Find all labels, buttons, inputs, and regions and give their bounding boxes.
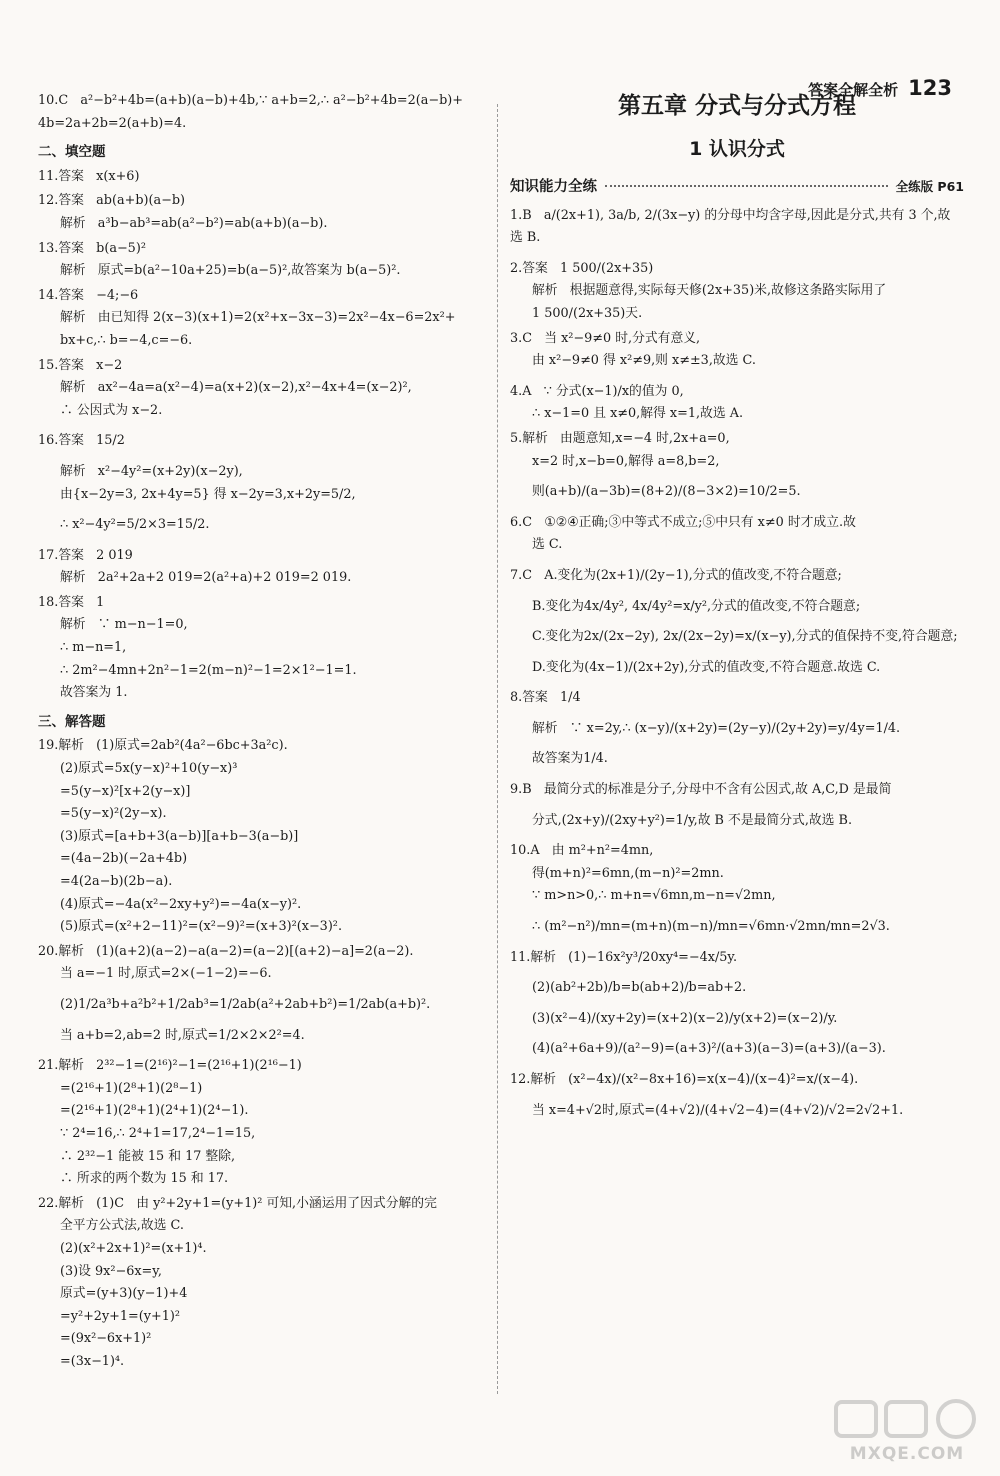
- left-answer-line: 解析 由已知得 2(x−3)(x+1)=2(x²+x−3x−3)=2x²−4x−6=2x²+: [60, 310, 456, 326]
- left-answer-line: 10.C a²−b²+4b=(a+b)(a−b)+4b,∵ a+b=2,∴ a²−b²+4b=2(a−b)+: [38, 93, 463, 108]
- right-answer-line: 8.答案 1/4: [510, 690, 581, 706]
- right-answer-line: 10.A 由 m²+n²=4mn,: [510, 843, 654, 859]
- left-answer-line: (5)原式=(x²+2−11)²=(x²−9)²=(x+3)²(x−3)².: [60, 919, 343, 935]
- right-answer-line: 得(m+n)²=6mn,(m−n)²=2mn.: [532, 865, 724, 881]
- left-answer-line: 21.解析 2³²−1=(2¹⁶)²−1=(2¹⁶+1)(2¹⁶−1): [38, 1058, 302, 1074]
- right-answer-line: ∵ m>n>0,∴ m+n=√6mn,m−n=√2mn,: [532, 888, 776, 904]
- left-answer-line: 解析 ∵ m−n−1=0,: [60, 617, 188, 633]
- left-answer-line: =y²+2y+1=(y+1)²: [60, 1308, 180, 1324]
- left-answer-line: =5(y−x)²(2y−x).: [60, 806, 167, 822]
- left-answer-line: 三、解答题: [38, 713, 106, 730]
- right-answer-line: 选 C.: [532, 537, 563, 553]
- left-answer-line: 原式=(y+3)(y−1)+4: [60, 1286, 188, 1302]
- left-answer-line: 20.解析 (1)(a+2)(a−2)−a(a−2)=(a−2)[(a+2)−a]=2(a−2).: [38, 943, 414, 959]
- left-answer-line: 16.答案 15/2: [38, 433, 125, 449]
- right-answer-line: 2.答案 1 500/(2x+35): [510, 260, 654, 276]
- right-answer-line: 7.C A.变化为(2x+1)/(2y−1),分式的值改变,不符合题意;: [510, 567, 842, 583]
- left-answer-line: =(2¹⁶+1)(2⁸+1)(2⁴+1)(2⁴−1).: [60, 1103, 249, 1119]
- right-answer-line: 解析 ∵ x=2y,∴ (x−y)/(x+2y)=(2y−y)/(2y+2y)=y/4y=1/4.: [532, 720, 901, 736]
- right-answer-line: ∴ x−1=0 且 x≠0,解得 x=1,故选 A.: [532, 406, 744, 422]
- band-ref: 全练版 P61: [895, 179, 964, 194]
- left-answer-line: 全平方公式法,故选 C.: [60, 1218, 184, 1234]
- right-answer-line: 当 x=4+√2时,原式=(4+√2)/(4+√2−4)=(4+√2)/√2=2√2+1.: [532, 1102, 904, 1118]
- left-answer-line: (2)(x²+2x+1)²=(x+1)⁴.: [60, 1240, 207, 1256]
- left-answer-line: 当 a+b=2,ab=2 时,原式=1/2×2×2²=4.: [60, 1027, 305, 1043]
- right-answer-line: 1.B a/(2x+1), 3a/b, 2/(3x−y) 的分母中均含字母,因此是分式,共有 3 个,故: [510, 207, 951, 223]
- right-answer-line: 3.C 当 x²−9≠0 时,分式有意义,: [510, 330, 701, 346]
- left-answer-line: 解析 ax²−4a=a(x²−4)=a(x+2)(x−2),x²−4x+4=(x−2)²,: [60, 380, 412, 396]
- right-answer-line: D.变化为(4x−1)/(2x+2y),分式的值改变,不符合题意.故选 C.: [532, 659, 881, 675]
- right-answer-line: 则(a+b)/(a−3b)=(8+2)/(8−3×2)=10/2=5.: [532, 484, 801, 500]
- left-answer-line: 13.答案 b(a−5)²: [38, 240, 146, 256]
- band-leader: [605, 185, 888, 187]
- left-answer-line: 解析 x²−4y²=(x+2y)(x−2y),: [60, 463, 243, 479]
- page-number: 123: [908, 76, 952, 100]
- right-answer-line: ∴ (m²−n²)/mn=(m+n)(m−n)/mn=√6mn·√2mn/mn=2√3.: [532, 919, 890, 935]
- left-answer-line: ∵ 2⁴=16,∴ 2⁴+1=17,2⁴−1=15,: [60, 1125, 256, 1141]
- left-answer-line: 11.答案 x(x+6): [38, 168, 140, 184]
- left-answer-line: =(2¹⁶+1)(2⁸+1)(2⁸−1): [60, 1080, 203, 1096]
- running-head-label: 答案全解全析: [808, 81, 899, 99]
- left-answer-line: 当 a=−1 时,原式=2×(−1−2)=−6.: [60, 966, 272, 982]
- left-answer-line: =4(2a−b)(2b−a).: [60, 874, 173, 889]
- exercise-band: [510, 176, 964, 199]
- right-answer-line: 由 x²−9≠0 得 x²≠9,则 x≠±3,故选 C.: [532, 353, 756, 369]
- left-answer-line: =(9x²−6x+1)²: [60, 1331, 152, 1347]
- watermark-logo: [832, 1398, 982, 1464]
- right-answer-line: 11.解析 (1)−16x²y³/20xy⁴=−4x/5y.: [510, 949, 738, 965]
- left-answer-line: 22.解析 (1)C 由 y²+2y+1=(y+1)² 可知,小涵运用了因式分解的完: [38, 1195, 437, 1211]
- right-answer-line: 9.B 最简分式的标准是分子,分母中不含有公因式,故 A,C,D 是最简: [510, 782, 892, 798]
- left-answer-line: (2)原式=5x(y−x)²+10(y−x)³: [60, 761, 238, 777]
- left-answer-line: ∴ 所求的两个数为 15 和 17.: [60, 1171, 229, 1187]
- watermark-seal-icon: [832, 1398, 982, 1442]
- section-title: 1 认识分式: [689, 138, 785, 160]
- left-answer-line: ∴ m−n=1,: [60, 640, 127, 656]
- right-answer-line: (4)(a²+6a+9)/(a²−9)=(a+3)²/(a+3)(a−3)=(a+3)/(a−3).: [532, 1041, 886, 1057]
- right-answer-line: 5.解析 由题意知,x=−4 时,2x+a=0,: [510, 430, 730, 446]
- right-answers: [510, 205, 964, 1123]
- left-answer-line: =5(y−x)²[x+2(y−x)]: [60, 783, 191, 799]
- left-answer-line: (3)原式=[a+b+3(a−b)][a+b−3(a−b)]: [60, 828, 299, 844]
- left-answer-line: (3)设 9x²−6x=y,: [60, 1263, 162, 1279]
- left-answer-line: 故答案为 1.: [60, 685, 128, 701]
- right-answer-line: C.变化为2x/(2x−2y), 2x/(2x−2y)=x/(x−y),分式的值保持不变,符合题意;: [532, 629, 958, 645]
- right-answer-line: (2)(ab²+2b)/b=b(ab+2)/b=ab+2.: [532, 980, 747, 996]
- left-answer-line: ∴ 公因式为 x−2.: [60, 402, 163, 418]
- left-answer-line: 解析 a³b−ab³=ab(a²−b²)=ab(a+b)(a−b).: [60, 215, 328, 231]
- right-answer-line: 分式,(2x+y)/(2xy+y²)=1/y,故 B 不是最简分式,故选 B.: [532, 812, 853, 828]
- left-column: [38, 88, 490, 1373]
- right-answer-line: B.变化为4x/4y², 4x/4y²=x/y²,分式的值改变,不符合题意;: [532, 598, 861, 614]
- left-answer-line: =(4a−2b)(−2a+4b): [60, 851, 188, 867]
- right-answer-line: 故答案为1/4.: [532, 751, 608, 767]
- right-answer-line: 6.C ①②④正确;③中等式不成立;⑤中只有 x≠0 时才成立.故: [510, 514, 856, 530]
- left-answer-line: 18.答案 1: [38, 594, 105, 610]
- left-answer-line: ∴ 2m²−4mn+2n²−1=2(m−n)²−1=2×1²−1=1.: [60, 662, 357, 678]
- column-divider: [497, 104, 498, 1394]
- right-answer-line: 4.A ∵ 分式(x−1)/x的值为 0,: [510, 383, 684, 399]
- chapter-title: 第五章 分式与分式方程: [617, 93, 856, 119]
- right-column: [510, 88, 964, 1122]
- left-answer-line: 19.解析 (1)原式=2ab²(4a²−6bc+3a²c).: [38, 738, 288, 754]
- right-answer-line: 12.解析 (x²−4x)/(x²−8x+16)=x(x−4)/(x−4)²=x/(x−4).: [510, 1072, 859, 1087]
- left-answer-line: 解析 2a²+2a+2 019=2(a²+a)+2 019=2 019.: [60, 570, 352, 586]
- left-answer-line: 15.答案 x−2: [38, 357, 123, 373]
- left-answer-line: ∴ 2³²−1 能被 15 和 17 整除,: [60, 1148, 236, 1164]
- left-answer-line: 12.答案 ab(a+b)(a−b): [38, 193, 186, 209]
- right-answer-line: (3)(x²−4)/(xy+2y)=(x+2)(x−2)/y(x+2)=(x−2)/y.: [532, 1010, 838, 1026]
- right-answer-line: 1 500/(2x+35)天.: [532, 305, 643, 321]
- left-answer-line: 17.答案 2 019: [38, 547, 133, 563]
- left-answer-line: 4b=2a+2b=2(a+b)=4.: [38, 115, 187, 131]
- left-answer-line: 解析 原式=b(a²−10a+25)=b(a−5)²,故答案为 b(a−5)².: [60, 263, 401, 279]
- left-answer-line: 二、填空题: [38, 144, 106, 161]
- left-answer-line: ∴ x²−4y²=5/2×3=15/2.: [60, 517, 210, 533]
- watermark-text: MXQE.COM: [849, 1444, 965, 1464]
- left-answer-line: (2)1/2a³b+a²b²+1/2ab³=1/2ab(a²+2ab+b²)=1/2ab(a+b)².: [60, 996, 431, 1012]
- right-answer-line: 选 B.: [510, 230, 541, 246]
- band-title: 知识能力全练: [510, 179, 597, 195]
- left-answer-line: 由{x−2y=3, 2x+4y=5} 得 x−2y=3,x+2y=5/2,: [60, 486, 356, 502]
- left-answer-line: =(3x−1)⁴.: [60, 1353, 125, 1369]
- left-answer-line: 14.答案 −4;−6: [38, 287, 139, 303]
- right-answer-line: 解析 根据题意得,实际每天修(2x+35)米,故修这条路实际用了: [532, 283, 887, 299]
- right-answer-line: x=2 时,x−b=0,解得 a=8,b=2,: [532, 453, 720, 469]
- left-answer-line: (4)原式=−4a(x²−2xy+y²)=−4a(x−y)².: [60, 896, 302, 912]
- left-answer-line: bx+c,∴ b=−4,c=−6.: [60, 332, 193, 348]
